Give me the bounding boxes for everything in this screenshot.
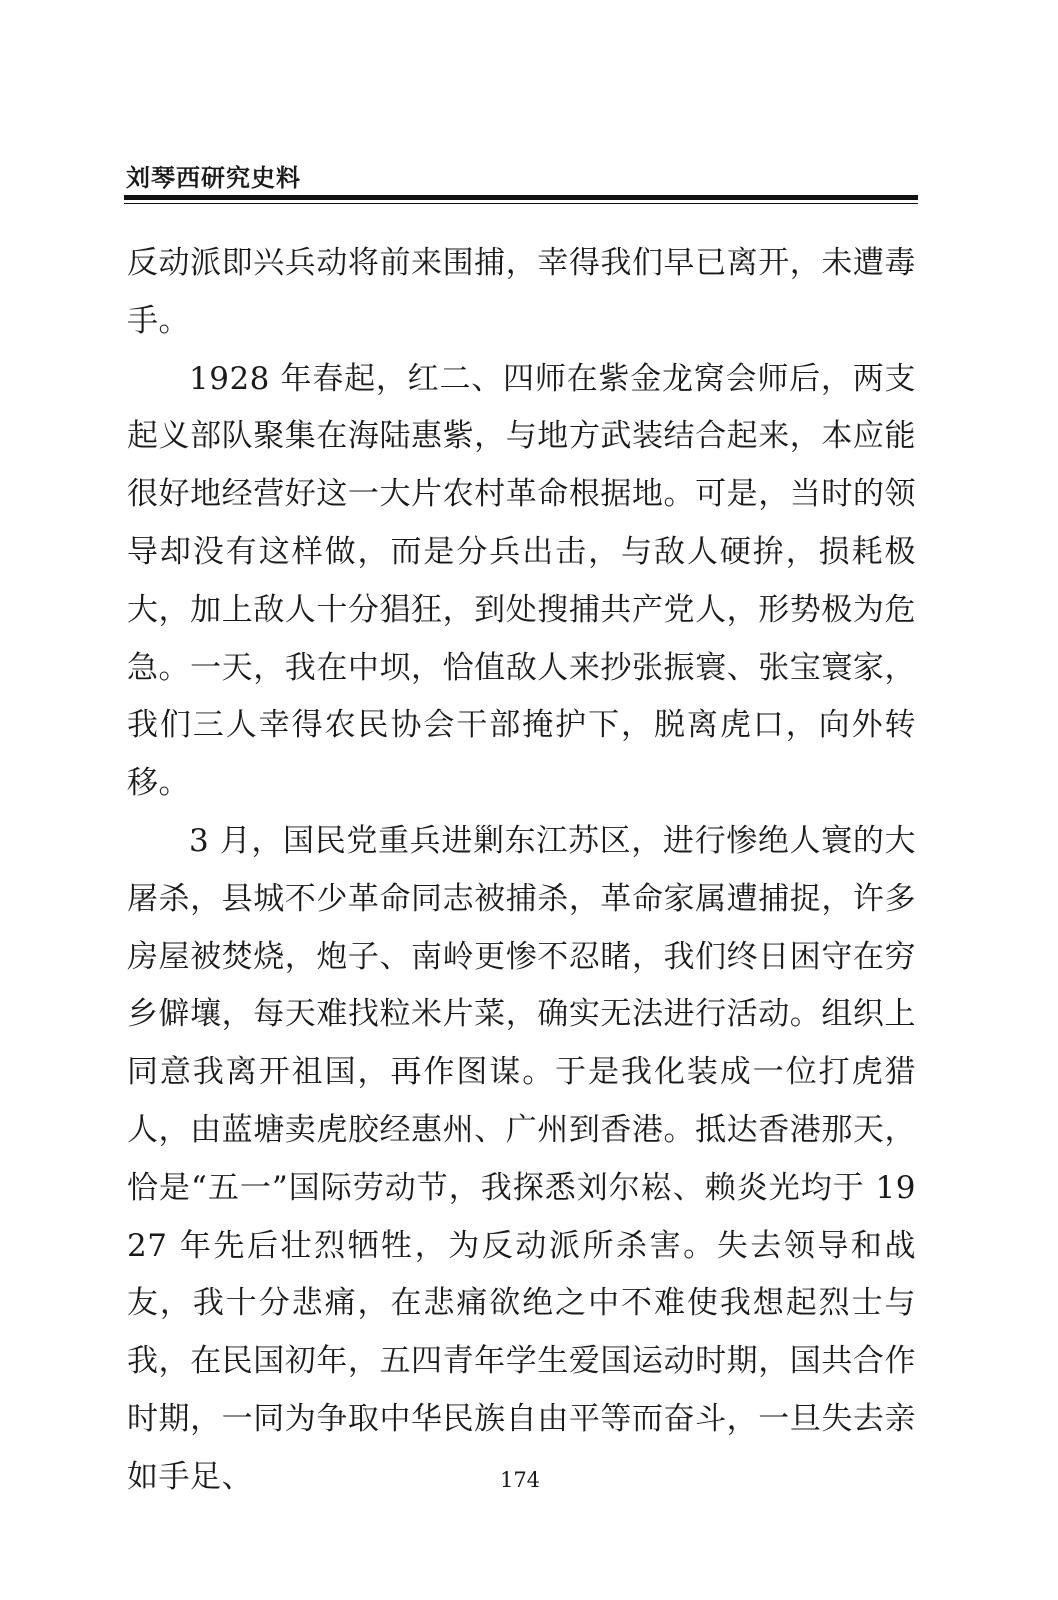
paragraph-1: 反动派即兴兵动将前来围捕，幸得我们早已离开，未遭毒手。 bbox=[127, 245, 916, 339]
paragraph-2: 1928 年春起，红二、四师在紫金龙窝会师后，两支起义部队聚集在海陆惠紫，与地方武装结合起来，本应能很好地经营好这一大片农村革命根据地。可是，当时的领导却没有这样做，而是分兵出击，与敌人硬拚，损耗极大，加上敌人十分猖狂，到处搜捕共产党人，形势极为危急。一天，我在中坝，恰值敌人来抄张振寰、张宝寰家，我们三人幸得农民协会干部掩护下，脱离虎口，向外转移。 bbox=[127, 360, 916, 802]
running-header-title: 刘琴西研究史料 bbox=[126, 164, 301, 192]
body-text bbox=[127, 235, 916, 1507]
paragraph-3: 3 月，国民党重兵进剿东江苏区，进行惨绝人寰的大屠杀，县城不少革命同志被捕杀，革命家属遭捕捉，许多房屋被焚烧，炮子、南岭更惨不忍睹，我们终日困守在穷乡僻壤，每天难找粒米片菜，确实无法进行活动。组织上同意我离开祖国，再作图谋。于是我化装成一位打虎猎人，由蓝塘卖虎胶经惠州、广州到香港。抵达香港那天，恰是“五一”国际劳动节，我探悉刘尔崧、赖炎光均于 1927 年先后壮烈牺牲，为反动派所杀害。失去领导和战友，我十分悲痛，在悲痛欲绝之中不难使我想起烈士与我，在民国初年，五四青年学生爱国运动时期，国共合作时期，一同为争取中华民族自由平等而奋斗，一旦失去亲如手足、 bbox=[127, 822, 916, 1495]
header-rule-thin bbox=[124, 203, 918, 204]
header-rule-thick bbox=[124, 195, 918, 200]
page-number: 174 bbox=[499, 1468, 541, 1492]
